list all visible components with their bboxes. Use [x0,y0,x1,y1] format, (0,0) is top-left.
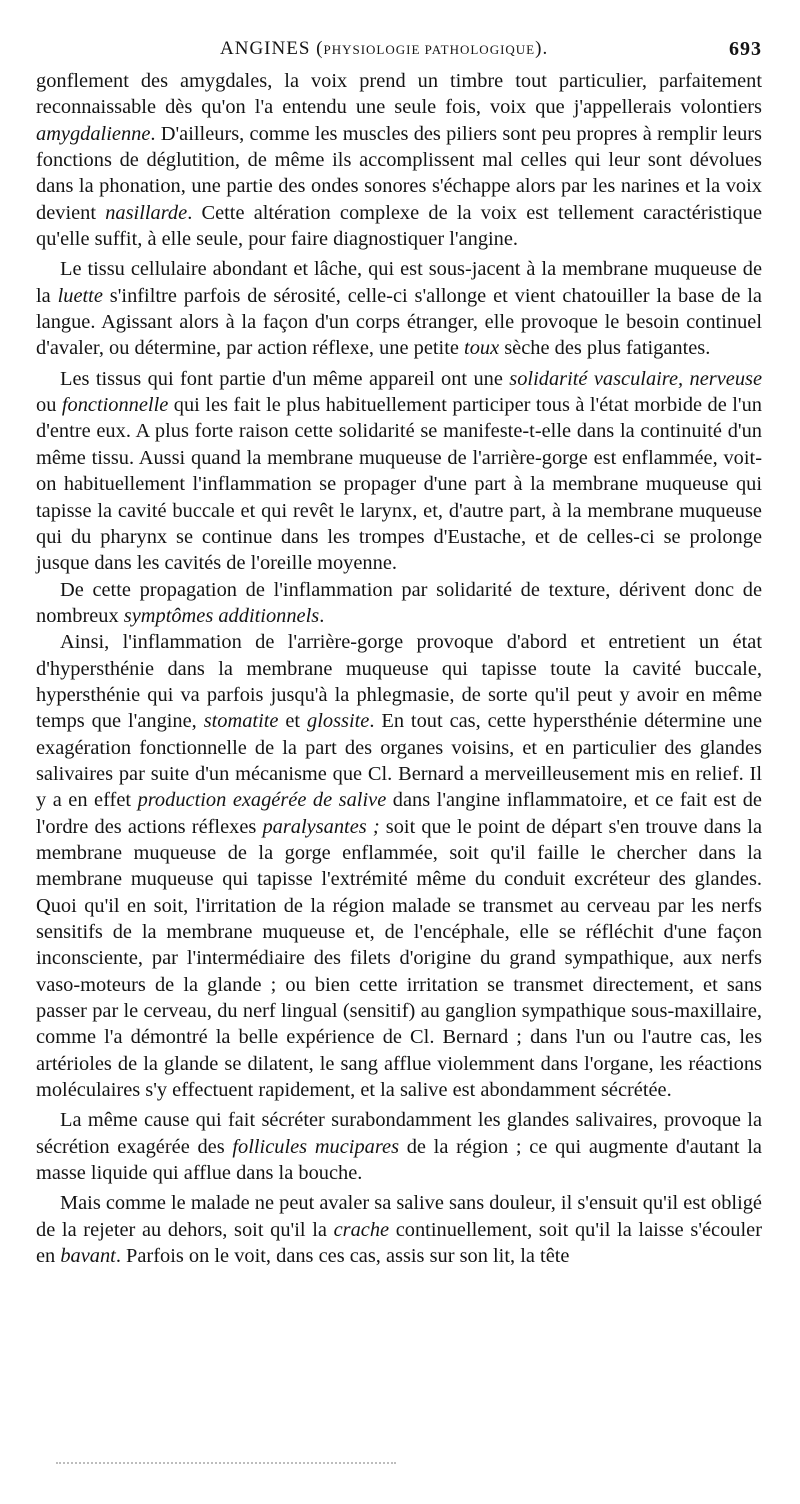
running-title [220,38,548,60]
paragraph-7 [36,1190,762,1269]
italic-term: paralysantes ; [262,815,380,838]
text-run: La même cause qui fait sécréter surabondamment les glandes salivaires, provoque la sécrétion exagérée des [36,1109,762,1158]
text-run: ou [36,394,62,417]
italic-term: luette [57,284,103,307]
text-run: sèche des plus fatigantes. [499,337,711,360]
paragraph-3 [36,366,762,577]
text-run: qui les fait le plus habituellement participer tous à l'état morbide de l'un d'entre eux. A plus forte raison cette solidarité se manifeste-t-elle dans la continuité d'un même tissu. Aussi quand la membrane muqueuse de l'arrière-gorge est enflammée, voit-on habituellement l'inflammation se propager d'une part à la membrane muqueuse qui tapisse la cavité buccale et qui revêt le larynx, et, d'autre part, à la membrane muqueuse qui du pharynx se continue dans les trompes d'Eustache, et de celles-ci se prolonge jusque dans les cavités de l'oreille moyenne. [36,394,762,575]
paragraph-2 [36,256,762,361]
text-run: . Cette altération complexe de la voix est tellement caractéristique qu'elle suffit, à elle seule, pour faire diagnostiquer l'angine. [36,201,762,251]
italic-term: nasillarde [105,201,188,224]
italic-term: bavant [60,1245,116,1268]
italic-term: crache [333,1218,390,1241]
italic-term: glossite [307,710,370,733]
body-text [36,68,762,1269]
text-run: Mais comme le malade ne peut avaler sa salive sans douleur, il s'ensuit qu'il est obligé de la rejeter au dehors, soit qu'il la [36,1192,762,1241]
running-header [36,38,762,68]
text-run: soit que le point de départ s'en trouve dans la membrane muqueuse de la gorge enflammée, soit qu'il faille le chercher dans la membrane muqueuse qui tapisse l'extrémité même du conduit excréteur des glandes. Quoi qu'il en soit, l'irritation de la région malade se transmet au cerveau par les nerfs sensitifs de la membrane muqueuse et, de l'encéphale, elle se réfléchit d'une façon inconsciente, par l'intermédiaire des filets d'origine du grand sympathique, aux nerfs vaso-moteurs de la glande ; ou bien cette irritation se transmet directement, et sans passer par le cerveau, du nerf lingual (sensitif) au ganglion sympathique sous-maxillaire, comme l'a démontré la belle expérience de Cl. Bernard ; dans l'un ou l'autre cas, les artérioles de la glande se dilatent, le sang afflue violemment dans l'organe, les réactions moléculaires s'y effectuent rapidement, et la salive est abondamment sécrétée. [36,815,762,1102]
text-run: . Parfois on le voit, dans ces cas, assis sur son lit, la tête [115,1245,570,1268]
text-run: . En tout cas, cette hypersthénie détermine une exagération fonctionnelle de la part des organes voisins, et en particulier des glandes salivaires par suite d'un mécanisme que Cl. Bernard a merveilleusement mis en relief. Il y a en effet [36,710,763,812]
paragraph-4 [36,577,762,630]
italic-term: follicules mucipares [232,1135,400,1158]
running-title-end: ). [535,38,549,59]
scan-specks [56,1462,396,1468]
running-title-main: ANGINES ( [220,38,324,59]
text-run: Ainsi, l'inflammation de l'arrière-gorge provoque d'abord et entretient un état d'hypersthénie dans la membrane muqueuse qui tapisse toute la cavité buccale, hypersthénie qui va parfois jusqu'à la phlegmasie, de sorte qu'il peut y avoir en même temps que l'angine, [36,631,762,733]
italic-term: stomatite [203,710,279,733]
text-run: s'infiltre parfois de sérosité, celle-ci s'allonge et vient chatouiller la base de la langue. Agissant alors à la façon d'un corps étranger, elle provoque le besoin continuel d'avaler, ou détermine, par action réflexe, une petite [36,284,762,360]
text-run: De cette propagation de l'inflammation par solidarité de texture, dérivent donc de nombreux [36,578,762,627]
italic-term: production exagérée de salive [137,789,387,812]
italic-term: solidarité vasculaire, nerveuse [509,367,762,390]
italic-term: symptômes additionnels [123,604,320,627]
text-run: Le tissu cellulaire abondant et lâche, qui est sous-jacent à la membrane muqueuse de la [36,258,762,307]
italic-term: amygdalienne [36,122,151,145]
text-run: . D'ailleurs, comme les muscles des piliers sont peu propres à remplir leurs fonctions de déglutition, de même ils accomplissent mal celles qui leur sont dévolues dans la phonation, une partie des ondes sonores s'échappe alors par les narines et la voix devient [36,122,762,224]
text-run: continuellement, soit qu'il la laisse s'écouler en [36,1218,762,1268]
text-run: et [278,710,308,733]
page-number: 693 [729,38,762,60]
text-run: Les tissus qui font partie d'un même appareil ont une [60,367,510,390]
running-title-subtitle: PHYSIOLOGIE PATHOLOGIQUE [323,42,536,57]
paragraph-1 [36,68,762,252]
paragraph-5 [36,629,762,1103]
italic-term: toux [464,337,500,360]
text-run: dans l'angine inflammatoire, et ce fait est de l'ordre des actions réflexes [36,789,762,838]
text-run: de la région ; ce qui augmente d'autant la masse liquide qui afflue dans la bouche. [36,1135,762,1185]
italic-term: fonctionnelle [61,394,169,417]
book-page [36,38,762,1269]
text-run: gonflement des amygdales, la voix prend un timbre tout particulier, parfaitement reconnaissable dès qu'on l'a entendu une seule fois, voix que j'appellerais volontiers [36,70,762,119]
paragraph-6 [36,1107,762,1186]
text-run: . [319,604,325,627]
